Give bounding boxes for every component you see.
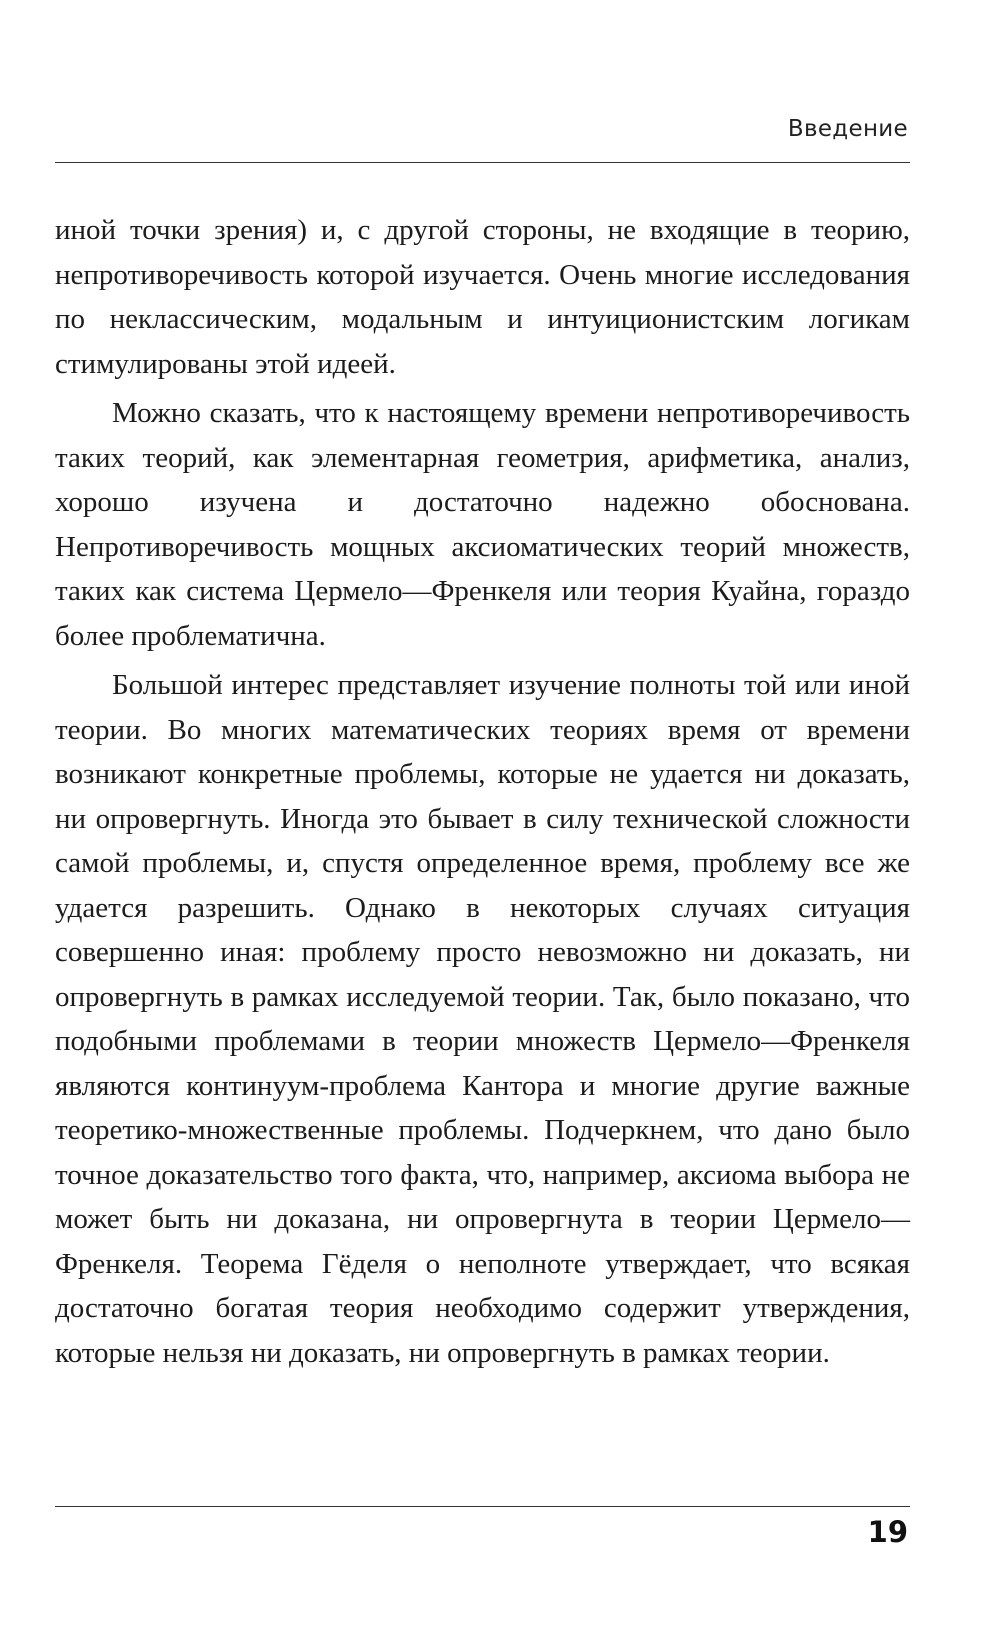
page-number: 19: [867, 1515, 908, 1549]
paragraph-consistency: Можно сказать, что к настоящему времени непротиворечивость таких теорий, как элементарная геометрия, арифметика, анализ, хорошо изучена и достаточно надежно обоснована. Непротиворечивость мощных аксиоматических теорий множеств, таких как система Цермело—Френкеля или теория Куайна, гораздо более проблематична.: [55, 397, 910, 652]
paragraph-completeness: Большой интерес представляет изучение полноты той или иной теории. Во многих математических теориях время от времени возникают конкретные проблемы, которые не удается ни доказать, ни опровергнуть. Иногда это бывает в силу технической сложности самой проблемы, и, спустя определенное время, проблему все же удается разрешить. Однако в некоторых случаях ситуация совершенно иная: проблему просто невозможно ни доказать, ни опровергнуть в рамках исследуемой теории. Так, было показано, что подобными проблемами в теории множеств Цермело—Френкеля являются континуум-проблема Кантора и многие другие важные теоретико-множественные проблемы. Подчеркнем, что дано было точное доказательство того факта, что, например, аксиома выбора не может быть ни доказана, ни опровергнута в теории Цермело—Френкеля. Теорема Гёделя о неполноте утверждает, что всякая достаточно богатая теория необходимо содержит утверждения, которые нельзя ни доказать, ни опровергнуть в рамках теории.: [55, 669, 910, 1369]
body-text: [55, 208, 910, 1375]
running-head: Введение: [787, 116, 908, 142]
header-rule: [55, 162, 910, 163]
footer-rule: [55, 1506, 910, 1507]
paragraph-continued: иной точки зрения) и, с другой стороны, не входящие в теорию, непротиворечивость которой изучается. Очень многие исследования по неклассическим, модальным и интуиционистским логикам стимулированы этой идеей.: [55, 214, 910, 380]
